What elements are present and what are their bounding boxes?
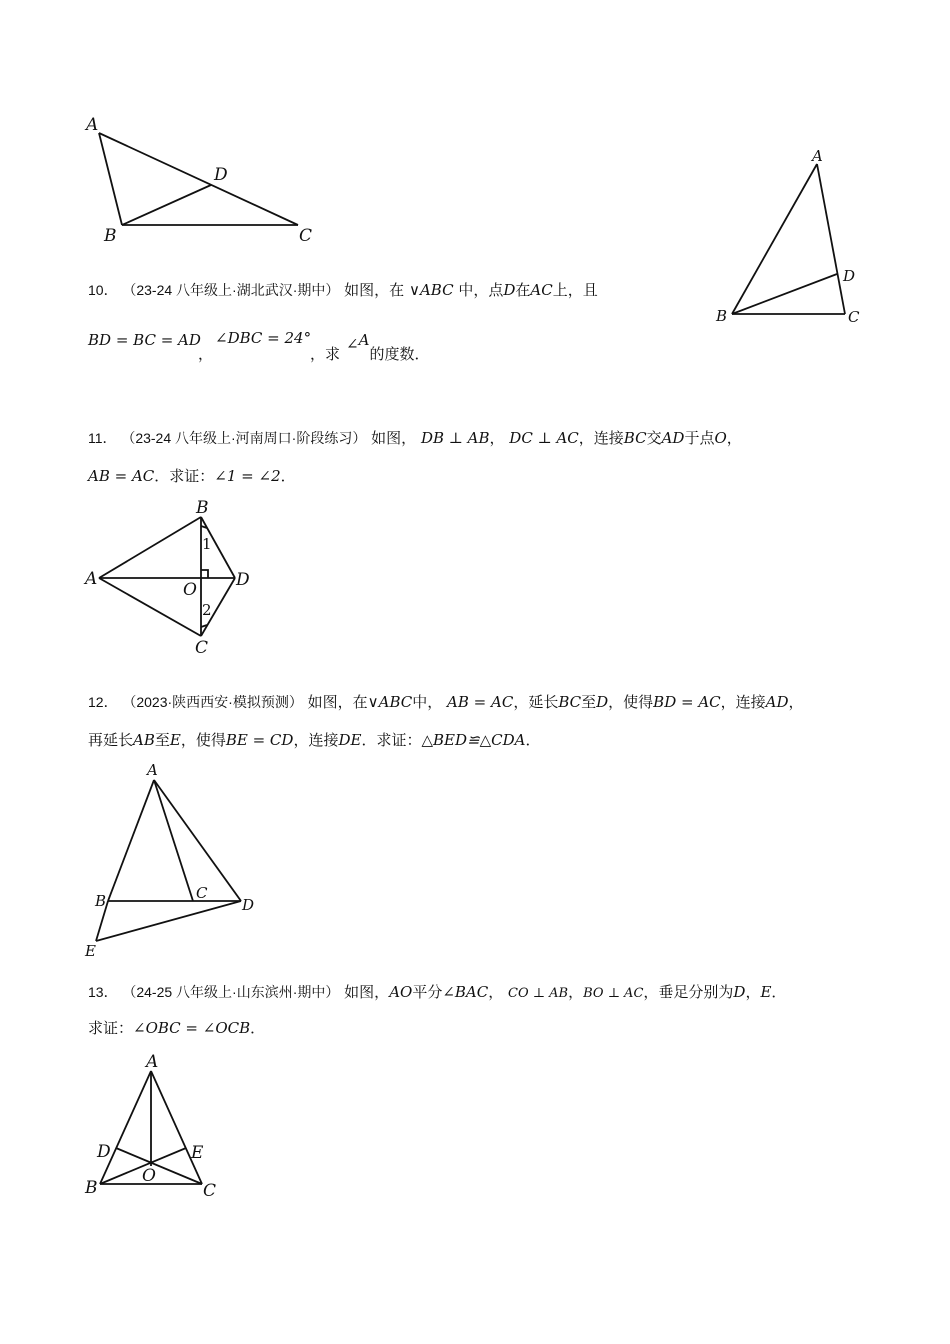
text: ， <box>745 983 761 1001</box>
math-expr: AC <box>530 281 553 299</box>
vertex-label-d: D <box>843 267 856 285</box>
vertex-label-b: B <box>104 226 117 246</box>
problem-number: 13． <box>88 984 118 1000</box>
text: 至 <box>581 693 597 711</box>
angle-label-1: 1 <box>202 535 212 553</box>
vertex-label-d: D <box>214 165 228 185</box>
text: ，使得 <box>608 693 654 711</box>
math-expr: D <box>596 693 609 711</box>
vertex-label-c: C <box>848 308 860 326</box>
math-expr: CO ⊥ AB <box>508 986 569 1001</box>
math-expr: E <box>760 983 772 1001</box>
text: 于点 <box>684 429 715 447</box>
vertex-label-a: A <box>147 761 158 779</box>
vertex-label-b: B <box>196 498 209 518</box>
text: ．求证： <box>154 467 215 485</box>
vertex-label-c: C <box>203 1181 217 1201</box>
math-expr: BC <box>558 693 582 711</box>
vertex-label-o: O <box>142 1166 156 1186</box>
problem-source: （23-24 八年级上·湖北武汉·期中） <box>122 282 340 298</box>
math-expr: △BED≌△CDA <box>421 731 526 749</box>
q12-line2 <box>88 730 540 750</box>
text: 如图，在 <box>344 281 405 299</box>
math-expr: D <box>733 983 746 1001</box>
text: 上，且 <box>552 281 598 299</box>
math-expr: BE = CD <box>225 731 294 749</box>
math-expr: AB = AC <box>447 693 514 711</box>
vertex-label-c: C <box>299 226 313 246</box>
vertex-label-a: A <box>85 569 98 589</box>
figure-q11-kite <box>80 495 270 665</box>
figure-q12-triangles <box>80 760 280 960</box>
math-expr: BD = AC <box>653 693 721 711</box>
text: ． <box>280 467 296 485</box>
text: ． <box>525 731 541 749</box>
vertex-label-a: A <box>812 147 823 165</box>
math-expr: AB <box>133 731 155 749</box>
q10-line1 <box>88 280 598 300</box>
math-expr: E <box>169 731 181 749</box>
text: ，求 <box>310 345 341 363</box>
math-expr: DE <box>338 731 362 749</box>
text: 中， <box>412 693 443 711</box>
vertex-label-b: B <box>85 1178 98 1198</box>
text: ． <box>250 1019 266 1037</box>
math-expr: ∠1 = ∠2 <box>214 467 281 485</box>
math-expr: D <box>503 281 516 299</box>
angle-symbol: ∠ <box>215 329 228 347</box>
q10-line2 <box>88 330 201 350</box>
text: ． <box>771 983 787 1001</box>
text: 中，点 <box>458 281 504 299</box>
text: ， <box>788 693 804 711</box>
vertex-label-b: B <box>716 307 728 325</box>
vertex-label-d: D <box>236 570 250 590</box>
q13-line2 <box>88 1018 265 1038</box>
math-expr: ∠OBC = ∠OCB <box>133 1019 251 1037</box>
text: ， <box>198 345 214 363</box>
text: 如图， <box>371 429 417 447</box>
vertex-label-c: C <box>195 638 209 658</box>
figure-q13-triangle <box>80 1048 240 1208</box>
math-expr: ∠BAC <box>442 983 489 1001</box>
text: ，延长 <box>513 693 559 711</box>
math-expr: AD <box>765 693 789 711</box>
math-expr: O <box>714 429 727 447</box>
problem-source: （2023·陕西西安·模拟预测） <box>122 694 303 710</box>
text: ，连接 <box>720 693 766 711</box>
math-expr: BC <box>623 429 647 447</box>
text: 交 <box>646 429 662 447</box>
text: 如图， <box>344 983 390 1001</box>
text: ，垂足分别为 <box>643 983 734 1001</box>
problem-source: （23-24 八年级上·河南周口·阶段练习） <box>121 430 367 446</box>
q11-line1 <box>88 428 742 448</box>
q10-line2c <box>215 328 311 348</box>
vertex-label-d: D <box>97 1142 111 1162</box>
text: 求证： <box>88 1019 134 1037</box>
q13-line1 <box>88 982 786 1004</box>
math-expr: AB = AC <box>88 467 155 485</box>
math-expr: BO ⊥ AC <box>583 986 644 1001</box>
q12-line1 <box>88 692 804 712</box>
problem-number: 10． <box>88 282 118 298</box>
q10-line2b <box>198 344 213 364</box>
math-expr: DBC = 24° <box>227 329 312 347</box>
text: ，连接 <box>293 731 339 749</box>
vertex-label-a: A <box>86 115 99 135</box>
problem-number: 11． <box>88 430 117 446</box>
text: ， <box>726 429 742 447</box>
triangle-symbol: ∨ <box>367 693 379 711</box>
angle-label-2: 2 <box>202 601 212 619</box>
math-expr: ABC <box>378 693 413 711</box>
vertex-label-o: O <box>183 580 197 600</box>
math-expr: DC ⊥ AC <box>509 429 579 447</box>
math-expr: DB ⊥ AB <box>420 429 490 447</box>
text: ．求证： <box>361 731 422 749</box>
figure-triangle-abc-top <box>80 110 330 250</box>
vertex-label-e: E <box>85 942 96 960</box>
vertex-label-e: E <box>191 1143 204 1163</box>
text: 至 <box>154 731 170 749</box>
text: ，使得 <box>180 731 226 749</box>
q11-line2 <box>88 466 296 486</box>
problem-number: 12． <box>88 694 118 710</box>
math-expr: A <box>358 331 370 349</box>
text: 在 <box>515 281 531 299</box>
vertex-label-d: D <box>242 896 255 914</box>
text: ，连接 <box>578 429 624 447</box>
text: 再延长 <box>88 731 134 749</box>
text: 如图，在 <box>307 693 368 711</box>
q10-line2d <box>310 331 430 364</box>
math-expr: AO <box>389 983 413 1001</box>
vertex-label-c: C <box>196 884 208 902</box>
problem-source: （24-25 八年级上·山东滨州·期中） <box>122 984 340 1000</box>
figure-q10-triangle <box>710 145 870 335</box>
text: ， <box>488 983 504 1001</box>
math-expr: AD <box>661 429 685 447</box>
math-expr: ABC <box>419 281 454 299</box>
text: 平分 <box>412 983 443 1001</box>
vertex-label-b: B <box>95 892 107 910</box>
text: ， <box>568 983 584 1001</box>
math-expr: BD = BC = AD <box>88 331 201 349</box>
angle-symbol: ∠ <box>346 335 359 353</box>
vertex-label-a: A <box>146 1052 159 1072</box>
text: ， <box>489 429 505 447</box>
triangle-symbol: ∨ <box>408 281 420 299</box>
text: 的度数． <box>369 345 430 363</box>
